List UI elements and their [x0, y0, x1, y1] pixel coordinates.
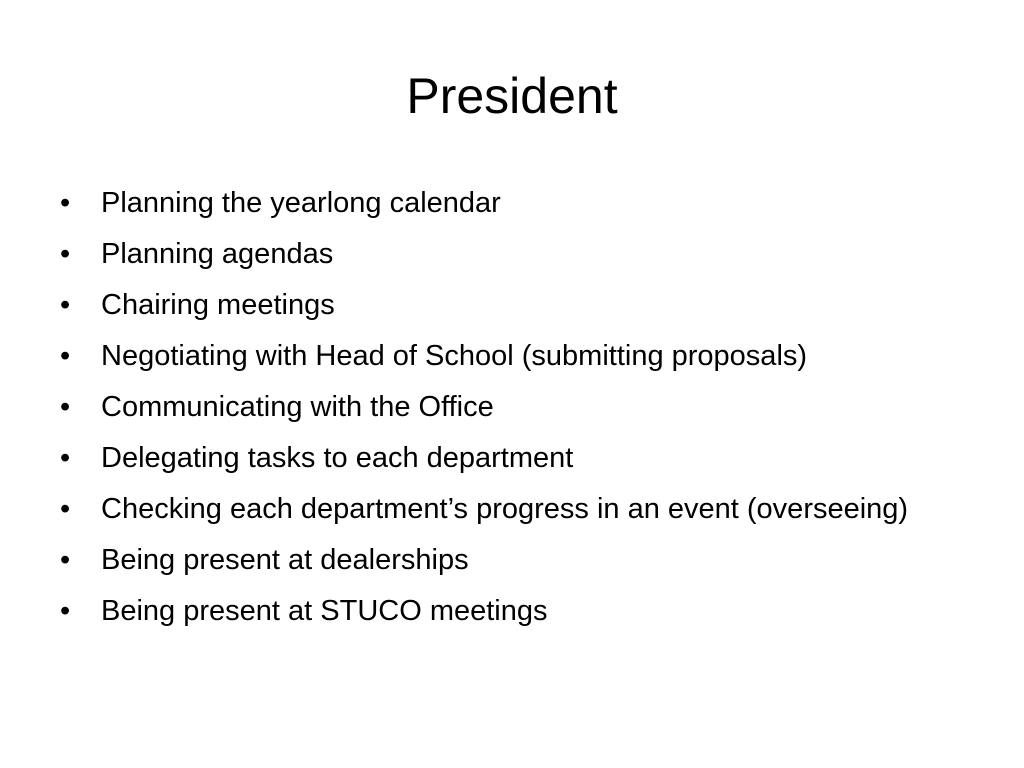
bullet-icon: •	[60, 391, 71, 423]
bullet-text: Being present at STUCO meetings	[101, 595, 548, 627]
list-item	[56, 591, 986, 631]
bullet-text: Communicating with the Office	[101, 391, 494, 423]
bullet-icon: •	[60, 187, 71, 219]
bullet-text: Negotiating with Head of School (submitting proposals)	[101, 340, 808, 372]
list-item	[56, 540, 986, 580]
list-item	[56, 183, 986, 223]
list-item	[56, 336, 986, 376]
list-item	[56, 438, 986, 478]
list-item	[56, 285, 986, 325]
list-item	[56, 489, 986, 529]
bullet-text: Delegating tasks to each department	[101, 442, 574, 474]
bullet-icon: •	[60, 544, 71, 576]
bullet-text: Planning the yearlong calendar	[101, 187, 501, 219]
slide-title: President	[406, 68, 618, 124]
bullet-text: Planning agendas	[101, 238, 334, 270]
bullet-text: Chairing meetings	[101, 289, 335, 321]
bullet-icon: •	[60, 238, 71, 270]
bullet-icon: •	[60, 340, 71, 372]
bullet-text: Checking each department’s progress in an event (overseeing)	[101, 493, 909, 525]
list-item	[56, 387, 986, 427]
bullet-list	[56, 183, 986, 642]
bullet-icon: •	[60, 493, 71, 525]
bullet-icon: •	[60, 289, 71, 321]
bullet-icon: •	[60, 442, 71, 474]
bullet-text: Being present at dealerships	[101, 544, 469, 576]
list-item	[56, 234, 986, 274]
bullet-icon: •	[60, 595, 71, 627]
